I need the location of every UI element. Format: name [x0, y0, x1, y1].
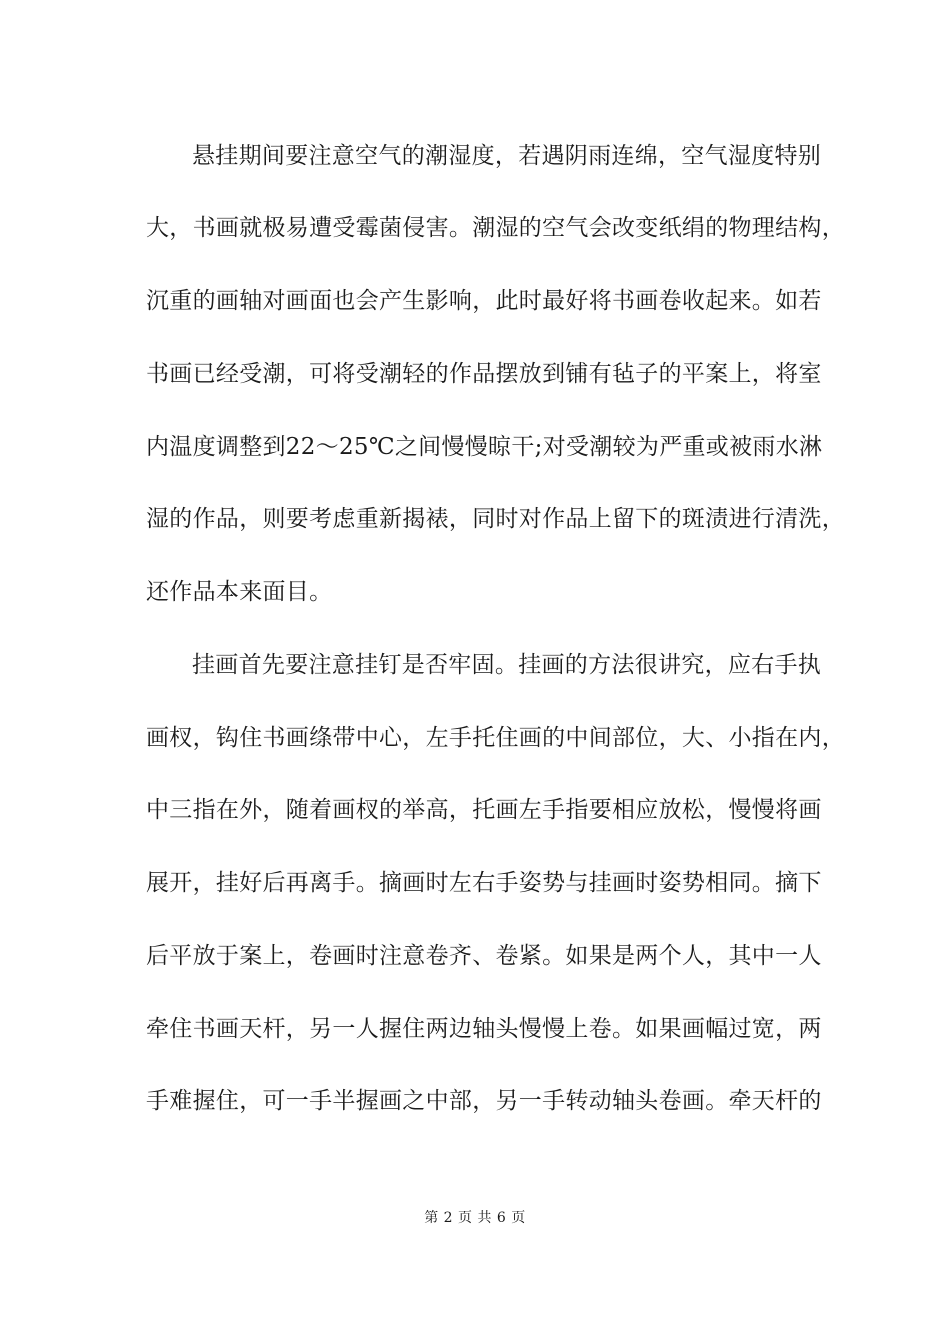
paragraph-2-line-5: 后平放于案上，卷画时注意卷齐、卷紧。如果是两个人，其中一人	[146, 943, 822, 969]
page-number-footer: 第 2 页 共 6 页	[424, 1210, 526, 1226]
paragraph-1-line-2: 大，书画就极易遭受霉菌侵害。潮湿的空气会改变纸绢的物理结构，	[146, 215, 845, 241]
paragraph-1-line-5: 内温度调整到22～25℃之间慢慢晾干;对受潮较为严重或被雨水淋	[146, 434, 823, 460]
paragraph-1-line-3: 沉重的画轴对画面也会产生影响，此时最好将书画卷收起来。如若	[146, 288, 822, 314]
paragraph-2-line-6: 牵住书画天杆，另一人握住两边轴头慢慢上卷。如果画幅过宽，两	[146, 1016, 822, 1042]
paragraph-2-line-1: 挂画首先要注意挂钉是否牢固。挂画的方法很讲究，应右手执	[192, 652, 822, 678]
paragraph-1-line-1: 悬挂期间要注意空气的潮湿度，若遇阴雨连绵，空气湿度特别	[192, 143, 822, 169]
paragraph-2-line-7: 手难握住，可一手半握画之中部，另一手转动轴头卷画。牵天杆的	[146, 1088, 822, 1114]
paragraph-1-line-4: 书画已经受潮，可将受潮轻的作品摆放到铺有毡子的平案上，将室	[146, 361, 822, 387]
paragraph-2-line-2: 画杈，钩住书画绦带中心，左手托住画的中间部位，大、小指在内，	[146, 725, 845, 751]
paragraph-2-line-4: 展开，挂好后再离手。摘画时左右手姿势与挂画时姿势相同。摘下	[146, 870, 822, 896]
paragraph-2-line-3: 中三指在外，随着画杈的举高，托画左手指要相应放松，慢慢将画	[146, 797, 822, 823]
paragraph-1-line-7: 还作品本来面目。	[146, 579, 333, 605]
paragraph-1-line-6: 湿的作品，则要考虑重新揭裱，同时对作品上留下的斑渍进行清洗，	[146, 506, 845, 532]
